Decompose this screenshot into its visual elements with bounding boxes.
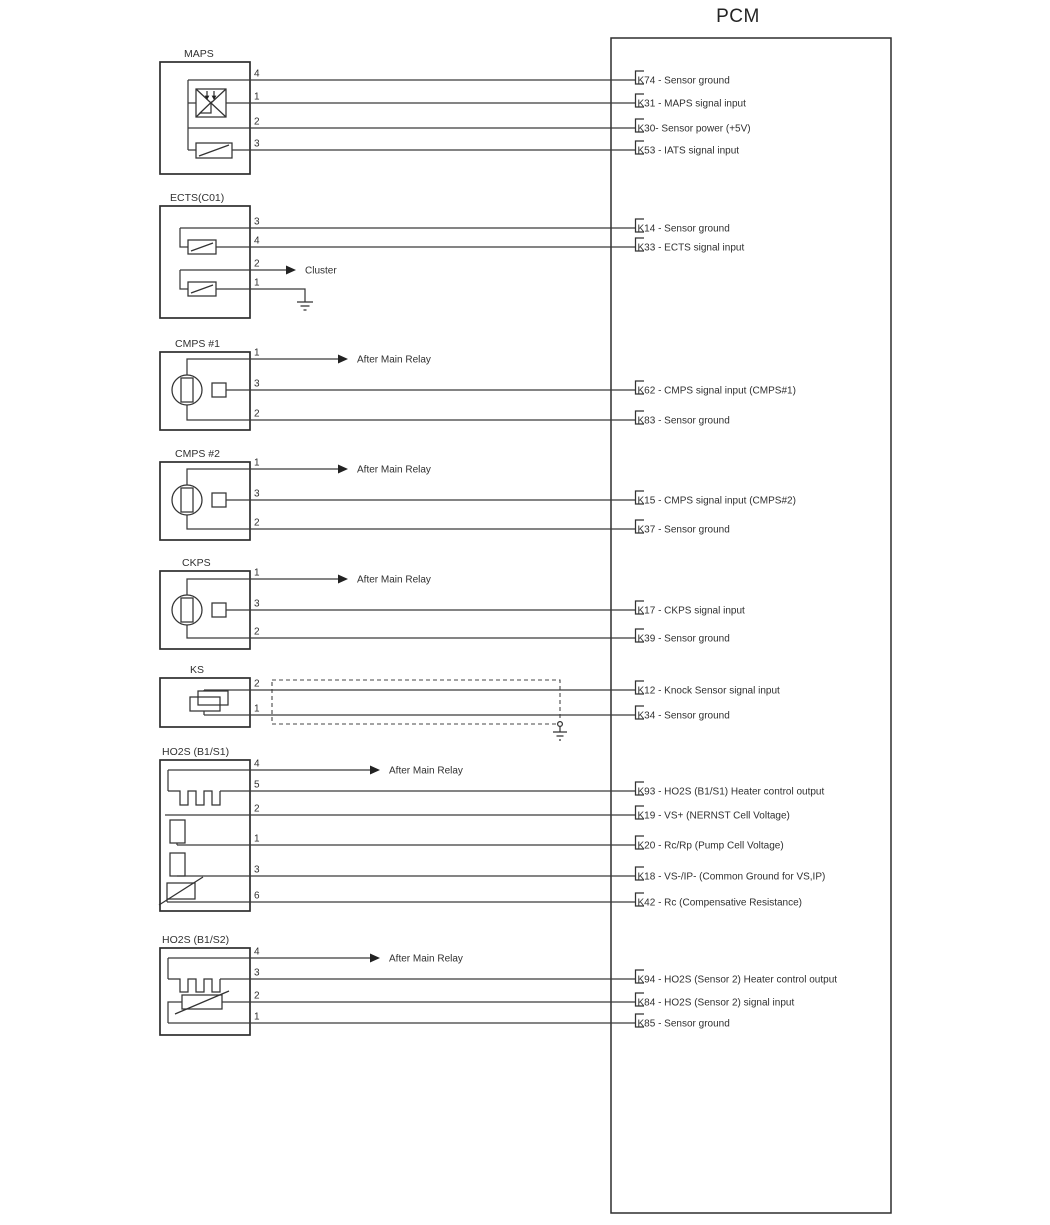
ks-sensor (160, 664, 567, 740)
ects-upper-loop (180, 228, 188, 247)
pcm-title: PCM (716, 6, 760, 27)
pcm-pin-k31 (226, 91, 746, 110)
ho2s1-cell-2 (170, 853, 185, 876)
pcm-pin-label: K33 - ECTS signal input (637, 242, 745, 254)
ho2s1-box (160, 760, 250, 911)
ho2s2-box (160, 948, 250, 1035)
cmps1-pin2: 2 (254, 408, 260, 420)
ho2s1-pin3: 3 (254, 864, 260, 876)
pcm-pin-label: K84 - HO2S (Sensor 2) signal input (637, 997, 795, 1009)
ks-piezo-back (198, 691, 228, 705)
cmps1-hall-square (212, 383, 226, 397)
pcm-pin-label: K19 - VS+ (NERNST Cell Voltage) (637, 810, 790, 822)
relay-arrowhead (338, 465, 348, 474)
after-main-relay-label: After Main Relay (389, 765, 463, 777)
shield-ground-symbol (553, 732, 567, 740)
pcm-pin-k83 (187, 405, 730, 427)
after-main-relay-label: After Main Relay (357, 464, 431, 476)
pcm-pin-k53 (232, 138, 740, 157)
ckps-relay-wire (187, 579, 338, 595)
pcm-pin-label: K37 - Sensor ground (637, 524, 730, 536)
pcm-pin-k85 (168, 1011, 730, 1030)
cmps1-box (160, 352, 250, 430)
ckps-sensor (160, 557, 431, 649)
ects-lower-loop (180, 270, 188, 289)
pcm-pin-k18 (177, 864, 826, 883)
ho2s1-pin6: 6 (254, 890, 260, 902)
ground-symbol (297, 302, 313, 310)
maps-pin3: 3 (254, 138, 260, 150)
pcm-pin-label: K94 - HO2S (Sensor 2) Heater control output (637, 974, 838, 986)
ckps-element-circle (172, 595, 202, 625)
pcm-pin-k30 (188, 116, 751, 135)
pressure-triangle (200, 103, 211, 114)
ho2s1-pin2: 2 (254, 803, 260, 815)
ckps-pin2: 2 (254, 626, 260, 638)
ckps-label: CKPS (182, 557, 211, 569)
ks-label: KS (190, 664, 205, 676)
cmps2-pin3: 3 (254, 488, 260, 500)
pcm-pin-label: K20 - Rc/Rp (Pump Cell Voltage) (637, 840, 784, 852)
ho2s1-trim-diagonal (159, 877, 203, 905)
ho2s1-label: HO2S (B1/S1) (162, 746, 230, 758)
cmps2-hall-square (212, 493, 226, 507)
ects-ground-wire (216, 289, 305, 302)
ho2s2-heater-element (168, 979, 220, 992)
pcm-pin-k20 (177, 833, 784, 852)
ects-pin4: 4 (254, 235, 260, 247)
ho2s1-pin5: 5 (254, 779, 260, 791)
shield-box (272, 680, 560, 724)
after-main-relay-label: After Main Relay (389, 953, 463, 965)
pcm-pin-label: K34 - Sensor ground (637, 710, 730, 722)
pcm-pin-k93 (220, 779, 825, 798)
cmps1-relay-wire (187, 359, 338, 375)
maps-pin2: 2 (254, 116, 260, 128)
relay-arrowhead (370, 954, 380, 963)
cmps1-pin1: 1 (254, 347, 260, 359)
ckps-hall-square (212, 603, 226, 617)
ho2s2-pin3: 3 (254, 967, 260, 979)
cmps1-element-bar (181, 378, 193, 402)
pcm-pin-k39 (187, 625, 730, 645)
cmps2-relay-wire (187, 469, 338, 485)
pcm-pin-label: K18 - VS-/IP- (Common Ground for VS,IP) (637, 871, 826, 883)
ho2s2-label: HO2S (B1/S2) (162, 934, 230, 946)
cluster-label: Cluster (305, 265, 337, 277)
ects-thermistor-lower-diagonal (191, 285, 213, 293)
pcm-pin-label: K62 - CMPS signal input (CMPS#1) (637, 385, 796, 397)
ho2s1-cell-1 (170, 820, 185, 843)
pcm-pin-label: K12 - Knock Sensor signal input (637, 685, 780, 697)
ects-thermistor-upper-diagonal (191, 243, 213, 251)
pcm-pin-k84 (222, 990, 795, 1009)
pcm-pin-label: K39 - Sensor ground (637, 633, 730, 645)
pcm-pin-k12 (204, 678, 780, 697)
pcm-pin-k42 (167, 890, 803, 909)
pcm-pin-k34 (204, 703, 730, 722)
pcm-pin-k62 (226, 378, 796, 397)
maps-pin1: 1 (254, 91, 260, 103)
cmps1-label: CMPS #1 (175, 338, 220, 350)
ho2s1-heater-element (168, 791, 220, 805)
pcm-pin-k74 (188, 68, 730, 87)
pcm-pin-label: K31 - MAPS signal input (637, 98, 746, 110)
pcm-box (611, 38, 891, 1213)
cmps2-sensor (160, 448, 431, 540)
pcm-pin-label: K42 - Rc (Compensative Resistance) (637, 897, 803, 909)
ho2s1-pin1: 1 (254, 833, 260, 845)
cmps2-label: CMPS #2 (175, 448, 220, 460)
ho2s1-pin4: 4 (254, 758, 260, 770)
pcm-pin-label: K93 - HO2S (B1/S1) Heater control output (637, 786, 825, 798)
iats-thermistor-diagonal (199, 145, 229, 156)
pcm-pin-k37 (187, 515, 730, 536)
relay-arrowhead (338, 355, 348, 364)
ects-box (160, 206, 250, 318)
pcm-pin-k14 (180, 216, 730, 235)
pcm-pin-label: K14 - Sensor ground (637, 223, 730, 235)
maps-sensor (160, 48, 260, 174)
ects-label: ECTS(C01) (170, 192, 225, 204)
pcm-pin-label: K30- Sensor power (+5V) (637, 123, 751, 135)
ckps-pin1: 1 (254, 567, 260, 579)
pcm-pin-k15 (226, 488, 796, 507)
after-main-relay-label: After Main Relay (357, 574, 431, 586)
maps-label: MAPS (184, 48, 214, 60)
pcm-pin-label: K17 - CKPS signal input (637, 605, 745, 617)
after-main-relay-label: After Main Relay (357, 354, 431, 366)
ks-piezo-front (190, 697, 220, 711)
ects-pin1: 1 (254, 277, 260, 289)
relay-arrowhead (338, 575, 348, 584)
cmps1-element-circle (172, 375, 202, 405)
shield-node (558, 722, 563, 727)
maps-box (160, 62, 250, 174)
pcm-pin-label: K83 - Sensor ground (637, 415, 730, 427)
pcm-pin-label: K15 - CMPS signal input (CMPS#2) (637, 495, 796, 507)
pcm-pin-k94 (220, 967, 838, 986)
pcm-pin-k17 (226, 598, 745, 617)
ho2s2-sensor (160, 934, 463, 1035)
ckps-element-bar (181, 598, 193, 622)
ects-pin2: 2 (254, 258, 260, 270)
cluster-arrowhead (286, 266, 296, 275)
pcm-pin-label: K85 - Sensor ground (637, 1018, 730, 1030)
cmps2-pin1: 1 (254, 457, 260, 469)
ho2s2-pin4: 4 (254, 946, 260, 958)
cmps1-sensor (160, 338, 431, 430)
ckps-pin3: 3 (254, 598, 260, 610)
ects-sensor (160, 192, 337, 318)
cmps2-pin2: 2 (254, 517, 260, 529)
cmps2-element-bar (181, 488, 193, 512)
ho2s2-pin2: 2 (254, 990, 260, 1002)
ks-pin2: 2 (254, 678, 260, 690)
relay-arrowhead (370, 766, 380, 775)
ks-pin1: 1 (254, 703, 260, 715)
pcm-pin-label: K74 - Sensor ground (637, 75, 730, 87)
ho2s1-sensor (159, 746, 463, 911)
ects-pin3: 3 (254, 216, 260, 228)
cmps2-box (160, 462, 250, 540)
ks-box (160, 678, 250, 727)
pcm-pin-label: K53 - IATS signal input (637, 145, 740, 157)
cmps2-element-circle (172, 485, 202, 515)
maps-pin4: 4 (254, 68, 260, 80)
cmps1-pin3: 3 (254, 378, 260, 390)
pcm-pin-k33 (216, 235, 745, 254)
ho2s2-pin1: 1 (254, 1011, 260, 1023)
